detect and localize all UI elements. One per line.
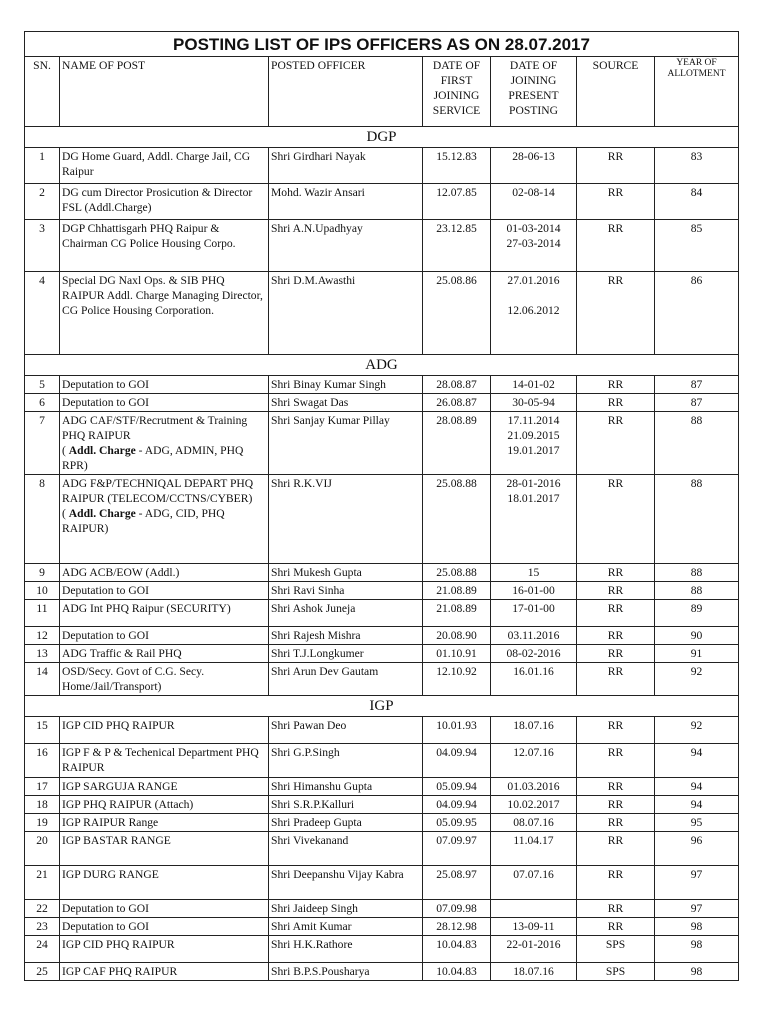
cell-first-joining: 05.09.95 [423,814,491,832]
cell-present-joining: 16-01-00 [491,582,577,600]
cell-first-joining: 10.01.93 [423,717,491,744]
cell-sn: 12 [25,627,60,645]
cell-first-joining: 07.09.97 [423,832,491,866]
cell-officer: Shri G.P.Singh [269,744,423,778]
cell-present-joining [491,900,577,918]
cell-source: RR [577,918,655,936]
cell-allotment-year: 85 [655,220,739,272]
cell-present-joining: 07.07.16 [491,866,577,900]
table-row [25,394,739,412]
cell-present-joining: 27.01.2016 12.06.2012 [491,272,577,355]
cell-allotment-year: 97 [655,866,739,900]
cell-sn: 18 [25,796,60,814]
section-row [25,355,739,376]
cell-present-joining: 10.02.2017 [491,796,577,814]
cell-post: Deputation to GOI [60,376,269,394]
post-text: ADG CAF/STF/Recrutment & Training PHQ RAIPUR [62,414,248,442]
cell-allotment-year: 88 [655,475,739,564]
cell-source: RR [577,600,655,627]
cell-first-joining: 21.08.89 [423,600,491,627]
header-present-joining: DATE OF JOINING PRESENT POSTING [491,57,577,127]
cell-officer: Shri Himanshu Gupta [269,778,423,796]
cell-officer: Shri Arun Dev Gautam [269,663,423,696]
cell-present-joining: 17-01-00 [491,600,577,627]
cell-post: IGP RAIPUR Range [60,814,269,832]
title-row [25,32,739,57]
cell-first-joining: 20.08.90 [423,627,491,645]
cell-allotment-year: 84 [655,184,739,220]
cell-sn: 4 [25,272,60,355]
cell-present-joining: 13-09-11 [491,918,577,936]
cell-post: IGP CID PHQ RAIPUR [60,717,269,744]
cell-sn: 7 [25,412,60,475]
cell-present-joining: 18.07.16 [491,717,577,744]
cell-allotment-year: 87 [655,376,739,394]
cell-first-joining: 25.08.97 [423,866,491,900]
cell-source: RR [577,475,655,564]
cell-allotment-year: 88 [655,412,739,475]
cell-post: Deputation to GOI [60,582,269,600]
cell-officer: Shri Jaideep Singh [269,900,423,918]
cell-source: RR [577,412,655,475]
cell-first-joining: 04.09.94 [423,796,491,814]
cell-allotment-year: 92 [655,717,739,744]
header-officer: POSTED OFFICER [269,57,423,127]
cell-present-joining: 17.11.2014 21.09.2015 19.01.2017 [491,412,577,475]
table-row [25,814,739,832]
cell-source: SPS [577,963,655,981]
cell-present-joining: 03.11.2016 [491,627,577,645]
cell-first-joining: 07.09.98 [423,900,491,918]
cell-officer: Shri Ashok Juneja [269,600,423,627]
cell-source: RR [577,272,655,355]
cell-allotment-year: 88 [655,582,739,600]
cell-sn: 23 [25,918,60,936]
cell-post: IGP CID PHQ RAIPUR [60,936,269,963]
cell-sn: 2 [25,184,60,220]
table-row [25,475,739,564]
cell-officer: Shri Girdhari Nayak [269,148,423,184]
cell-officer: Shri H.K.Rathore [269,936,423,963]
cell-post: DG Home Guard, Addl. Charge Jail, CG Raipur [60,148,269,184]
table-row [25,220,739,272]
cell-first-joining: 12.10.92 [423,663,491,696]
cell-allotment-year: 98 [655,963,739,981]
cell-present-joining: 01-03-2014 27-03-2014 [491,220,577,272]
cell-officer: Shri Sanjay Kumar Pillay [269,412,423,475]
table-row [25,936,739,963]
cell-post: IGP CAF PHQ RAIPUR [60,963,269,981]
cell-post: ADG Traffic & Rail PHQ [60,645,269,663]
post-addl-charge-text: - ADG, CID, PHQ RAIPUR) [62,507,225,535]
section-row [25,696,739,717]
post-text: ADG F&P/TECHNIQAL DEPART PHQ RAIPUR (TELECOM/CCTNS/CYBER) [62,477,254,505]
table-row [25,148,739,184]
table-row [25,412,739,475]
header-sn: SN. [25,57,60,127]
table-row [25,918,739,936]
post-addl-charge-text: - ADG, ADMIN, PHQ RPR) [62,444,244,472]
cell-source: SPS [577,936,655,963]
cell-source: RR [577,866,655,900]
cell-sn: 1 [25,148,60,184]
cell-first-joining: 28.08.87 [423,376,491,394]
cell-present-joining: 28-01-2016 18.01.2017 [491,475,577,564]
cell-source: RR [577,582,655,600]
cell-post: ADG F&P/TECHNIQAL DEPART PHQ RAIPUR (TELECOM/CCTNS/CYBER) ( Addl. Charge - ADG, CID, PHQ RAIPUR) [60,475,269,564]
cell-post: DGP Chhattisgarh PHQ Raipur & Chairman CG Police Housing Corpo. [60,220,269,272]
cell-first-joining: 04.09.94 [423,744,491,778]
section-heading: ADG [25,355,739,376]
cell-sn: 6 [25,394,60,412]
posting-table [24,31,739,981]
cell-present-joining: 12.07.16 [491,744,577,778]
cell-first-joining: 12.07.85 [423,184,491,220]
table-row [25,900,739,918]
cell-post: Deputation to GOI [60,394,269,412]
cell-source: RR [577,627,655,645]
cell-sn: 25 [25,963,60,981]
cell-first-joining: 10.04.83 [423,936,491,963]
cell-post: DG cum Director Prosicution & Director FSL (Addl.Charge) [60,184,269,220]
cell-allotment-year: 83 [655,148,739,184]
cell-officer: Shri Vivekanand [269,832,423,866]
table-row [25,717,739,744]
cell-present-joining: 01.03.2016 [491,778,577,796]
cell-allotment-year: 94 [655,796,739,814]
cell-present-joining: 22-01-2016 [491,936,577,963]
cell-sn: 8 [25,475,60,564]
cell-post: ADG Int PHQ Raipur (SECURITY) [60,600,269,627]
cell-sn: 24 [25,936,60,963]
table-row [25,627,739,645]
section-heading: IGP [25,696,739,717]
table-row [25,564,739,582]
cell-source: RR [577,814,655,832]
cell-source: RR [577,900,655,918]
cell-first-joining: 10.04.83 [423,963,491,981]
table-row [25,272,739,355]
cell-present-joining: 14-01-02 [491,376,577,394]
cell-officer: Shri S.R.P.Kalluri [269,796,423,814]
cell-allotment-year: 98 [655,936,739,963]
cell-present-joining: 02-08-14 [491,184,577,220]
cell-source: RR [577,796,655,814]
table-row [25,832,739,866]
cell-post: IGP F & P & Techenical Department PHQ RAIPUR [60,744,269,778]
cell-post: IGP BASTAR RANGE [60,832,269,866]
cell-source: RR [577,744,655,778]
cell-allotment-year: 90 [655,627,739,645]
section-heading: DGP [25,127,739,148]
table-row [25,796,739,814]
cell-source: RR [577,832,655,866]
table-row [25,600,739,627]
cell-present-joining: 28-06-13 [491,148,577,184]
cell-officer: Shri Deepanshu Vijay Kabra [269,866,423,900]
cell-officer: Mohd. Wazir Ansari [269,184,423,220]
cell-post: ADG CAF/STF/Recrutment & Training PHQ RAIPUR ( Addl. Charge - ADG, ADMIN, PHQ RPR) [60,412,269,475]
cell-post: OSD/Secy. Govt of C.G. Secy. Home/Jail/Transport) [60,663,269,696]
cell-post: Deputation to GOI [60,900,269,918]
cell-first-joining: 01.10.91 [423,645,491,663]
header-post: NAME OF POST [60,57,269,127]
cell-allotment-year: 87 [655,394,739,412]
cell-allotment-year: 86 [655,272,739,355]
post-addl-charge-label: Addl. Charge [68,507,136,520]
post-addl-charge-label: Addl. Charge [68,444,136,457]
cell-source: RR [577,645,655,663]
cell-sn: 17 [25,778,60,796]
cell-allotment-year: 91 [655,645,739,663]
cell-source: RR [577,717,655,744]
cell-first-joining: 25.08.88 [423,475,491,564]
cell-first-joining: 15.12.83 [423,148,491,184]
cell-source: RR [577,376,655,394]
table-row [25,963,739,981]
cell-post: IGP SARGUJA RANGE [60,778,269,796]
table-row [25,866,739,900]
cell-sn: 10 [25,582,60,600]
cell-sn: 16 [25,744,60,778]
page-title: POSTING LIST OF IPS OFFICERS AS ON 28.07.2017 [25,32,739,57]
cell-sn: 5 [25,376,60,394]
cell-present-joining: 08-02-2016 [491,645,577,663]
cell-allotment-year: 98 [655,918,739,936]
cell-source: RR [577,148,655,184]
cell-first-joining: 21.08.89 [423,582,491,600]
cell-sn: 15 [25,717,60,744]
cell-source: RR [577,394,655,412]
cell-officer: Shri R.K.VIJ [269,475,423,564]
cell-present-joining: 15 [491,564,577,582]
table-body [25,127,739,981]
header-row [25,57,739,127]
header-source: SOURCE [577,57,655,127]
cell-officer: Shri Pawan Deo [269,717,423,744]
table-row [25,582,739,600]
cell-officer: Shri Pradeep Gupta [269,814,423,832]
cell-present-joining: 30-05-94 [491,394,577,412]
section-row [25,127,739,148]
cell-allotment-year: 96 [655,832,739,866]
table-row [25,376,739,394]
cell-post: IGP PHQ RAIPUR (Attach) [60,796,269,814]
cell-first-joining: 23.12.85 [423,220,491,272]
cell-allotment-year: 97 [655,900,739,918]
table-row [25,645,739,663]
cell-source: RR [577,564,655,582]
cell-sn: 9 [25,564,60,582]
cell-first-joining: 25.08.86 [423,272,491,355]
table-row [25,778,739,796]
cell-officer: Shri Ravi Sinha [269,582,423,600]
cell-present-joining: 08.07.16 [491,814,577,832]
cell-present-joining: 11.04.17 [491,832,577,866]
header-allotment: YEAR OF ALLOTMENT [655,57,739,127]
cell-first-joining: 28.08.89 [423,412,491,475]
cell-sn: 14 [25,663,60,696]
cell-post: Special DG Naxl Ops. & SIB PHQ RAIPUR Addl. Charge Managing Director, CG Police Housing Corporation. [60,272,269,355]
cell-officer: Shri D.M.Awasthi [269,272,423,355]
cell-officer: Shri Rajesh Mishra [269,627,423,645]
cell-present-joining: 16.01.16 [491,663,577,696]
cell-sn: 21 [25,866,60,900]
cell-sn: 3 [25,220,60,272]
table-row [25,184,739,220]
cell-first-joining: 25.08.88 [423,564,491,582]
cell-allotment-year: 94 [655,778,739,796]
cell-post: Deputation to GOI [60,627,269,645]
cell-post: ADG ACB/EOW (Addl.) [60,564,269,582]
cell-officer: Shri Swagat Das [269,394,423,412]
cell-officer: Shri Binay Kumar Singh [269,376,423,394]
cell-source: RR [577,220,655,272]
cell-source: RR [577,184,655,220]
cell-post: Deputation to GOI [60,918,269,936]
cell-officer: Shri Amit Kumar [269,918,423,936]
cell-source: RR [577,663,655,696]
cell-source: RR [577,778,655,796]
cell-sn: 11 [25,600,60,627]
cell-present-joining: 18.07.16 [491,963,577,981]
table-row [25,663,739,696]
cell-sn: 20 [25,832,60,866]
table-row [25,744,739,778]
cell-allotment-year: 95 [655,814,739,832]
cell-officer: Shri A.N.Upadhyay [269,220,423,272]
cell-allotment-year: 89 [655,600,739,627]
posting-list-document [24,31,738,981]
cell-allotment-year: 88 [655,564,739,582]
cell-first-joining: 05.09.94 [423,778,491,796]
cell-allotment-year: 92 [655,663,739,696]
cell-officer: Shri T.J.Longkumer [269,645,423,663]
cell-allotment-year: 94 [655,744,739,778]
cell-sn: 22 [25,900,60,918]
cell-sn: 13 [25,645,60,663]
cell-first-joining: 28.12.98 [423,918,491,936]
header-first-joining: DATE OF FIRST JOINING SERVICE [423,57,491,127]
cell-sn: 19 [25,814,60,832]
cell-first-joining: 26.08.87 [423,394,491,412]
cell-post: IGP DURG RANGE [60,866,269,900]
cell-officer: Shri Mukesh Gupta [269,564,423,582]
cell-officer: Shri B.P.S.Pousharya [269,963,423,981]
